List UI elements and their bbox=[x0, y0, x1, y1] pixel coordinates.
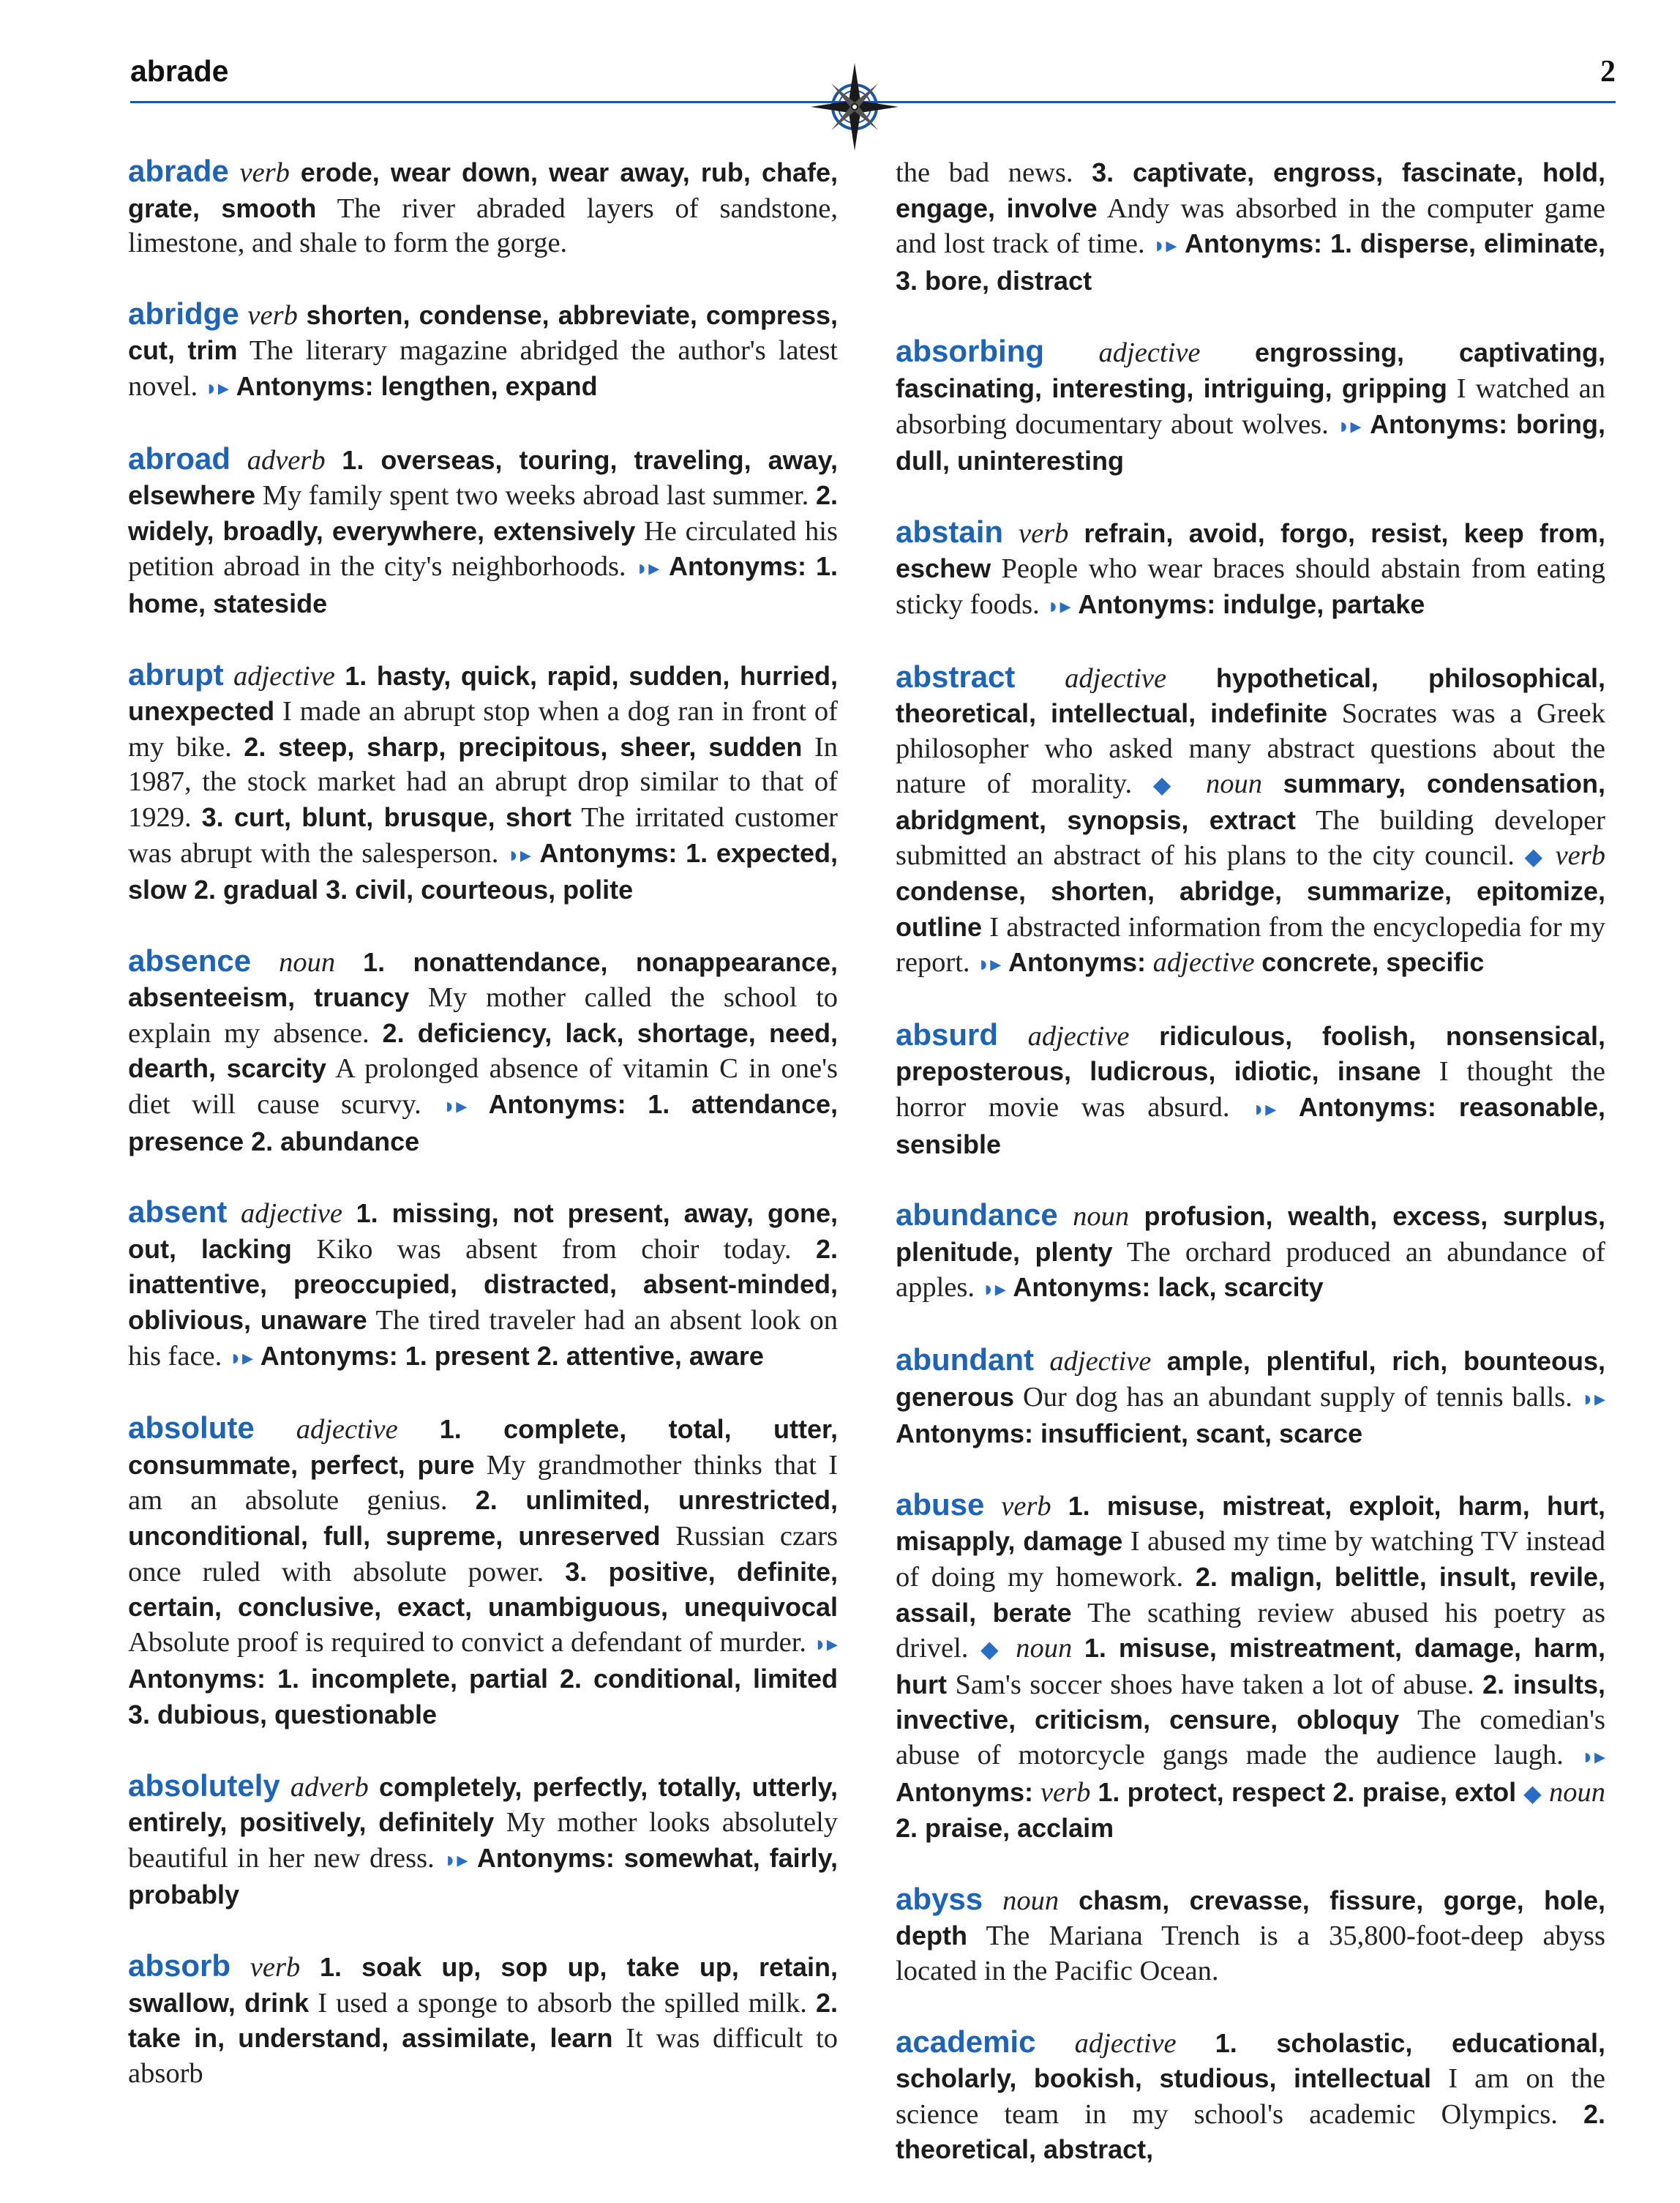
synonyms: refrain, avoid, forgo, resist, keep from, eschew bbox=[896, 517, 1606, 584]
example-sentence: Kiko was absent from choir today. bbox=[316, 1233, 792, 1265]
antonyms: Antonyms: lack, scarcity bbox=[1013, 1272, 1324, 1303]
headword: abrade bbox=[128, 154, 229, 188]
headword: absolutely bbox=[128, 1768, 280, 1803]
synonyms: 3. positive, definite, certain, conclusive, exact, unambiguous, unequivocal bbox=[128, 1556, 839, 1623]
part-of-speech: verb bbox=[247, 299, 298, 331]
synonyms: 3. captivate, engross, fascinate, hold, engage, involve bbox=[896, 157, 1606, 223]
headword: abstract bbox=[896, 659, 1016, 694]
example-sentence: Absolute proof is required to convict a defendant of murder. bbox=[128, 1626, 807, 1658]
example-sentence: I thought the horror movie was absurd. bbox=[896, 1056, 1605, 1123]
part-of-speech: noun bbox=[279, 946, 336, 978]
headword: academic bbox=[896, 2024, 1036, 2059]
headword: absolute bbox=[128, 1410, 255, 1445]
dictionary-entry bbox=[128, 1194, 838, 1375]
synonyms: summary, condensation, abridgment, synopsis, extract bbox=[896, 768, 1606, 835]
dictionary-entry bbox=[128, 441, 838, 622]
part-of-speech: verb bbox=[239, 157, 290, 188]
example-sentence: My mother called the school to explain my absence. bbox=[128, 982, 839, 1049]
example-sentence: Socrates was a Greek philosopher who asked many abstract questions about the nature of morality. bbox=[896, 698, 1605, 800]
sense-separator-icon: ◆ bbox=[1523, 1779, 1542, 1806]
guide-word: abrade bbox=[130, 54, 229, 88]
example-sentence: the bad news. bbox=[896, 157, 1073, 188]
synonyms: completely, perfectly, totally, utterly, entirely, positively, definitely bbox=[128, 1771, 839, 1838]
synonyms: 2. insults, invective, criticism, censure, obloquy bbox=[896, 1669, 1606, 1735]
example-sentence: It was difficult to absorb bbox=[128, 2023, 838, 2089]
compass-rose-icon bbox=[808, 60, 901, 154]
part-of-speech: verb bbox=[1001, 1490, 1051, 1522]
antonym-arrow-icon: ◗▸ bbox=[1252, 1097, 1277, 1122]
antonym-arrow-icon: ◗▸ bbox=[1046, 594, 1071, 618]
antonyms: Antonyms: 1. expected, slow 2. gradual 3. civil, courteous, polite bbox=[128, 837, 838, 905]
antonym-arrow-icon: ◗▸ bbox=[443, 1094, 468, 1119]
part-of-speech: adjective bbox=[1027, 1020, 1130, 1052]
synonyms: engrossing, captivating, fascinating, interesting, intriguing, gripping bbox=[896, 337, 1606, 403]
antonym-arrow-icon: ◗▸ bbox=[1152, 233, 1177, 258]
example-sentence: Andy was absorbed in the computer game and lost track of time. bbox=[896, 192, 1605, 260]
antonyms: Antonyms: 1. attendance, presence 2. abundance bbox=[128, 1089, 838, 1156]
synonyms: 2. deficiency, lack, shortage, need, dearth, scarcity bbox=[128, 1017, 839, 1084]
headword: abuse bbox=[896, 1486, 985, 1522]
headword: absorbing bbox=[896, 334, 1045, 369]
part-of-speech: adjective bbox=[241, 1198, 342, 1230]
example-sentence: I used a sponge to absorb the spilled milk. bbox=[318, 1987, 807, 2019]
synonyms: 1. complete, total, utter, consummate, perfect, pure bbox=[128, 1414, 839, 1480]
part-of-speech: verb bbox=[1040, 1776, 1091, 1808]
synonyms: condense, shorten, abridge, summarize, epitomize, outline bbox=[896, 876, 1605, 942]
synonyms: 2. unlimited, unrestricted, unconditional, full, supreme, unreserved bbox=[128, 1485, 838, 1551]
example-sentence: I abstracted information from the encyclopedia for my report. bbox=[896, 911, 1605, 979]
synonyms: erode, wear down, wear away, rub, chafe, grate, smooth bbox=[128, 157, 839, 223]
example-sentence: In 1987, the stock market had an abrupt drop similar to that of 1929. bbox=[128, 731, 839, 833]
example-sentence: I abused my time by watching TV instead of doing my homework. bbox=[896, 1526, 1605, 1593]
synonyms: 2. inattentive, preoccupied, distracted, absent-minded, oblivious, unaware bbox=[128, 1233, 839, 1336]
synonyms: 1. hasty, quick, rapid, sudden, hurried, unexpected bbox=[128, 660, 838, 727]
part-of-speech: noun bbox=[1205, 768, 1262, 800]
example-sentence: The building developer submitted an abstract of his plans to the city council. bbox=[896, 804, 1605, 871]
antonym-arrow-icon: ◗▸ bbox=[813, 1631, 838, 1656]
example-sentence: My mother looks absolutely beautiful in her new dress. bbox=[128, 1807, 839, 1874]
synonyms: 1. scholastic, educational, scholarly, bookish, studious, intellectual bbox=[896, 2027, 1606, 2094]
headword: absence bbox=[128, 943, 252, 978]
sense-separator-icon: ◆ bbox=[980, 1636, 1004, 1663]
synonyms: chasm, crevasse, fissure, gorge, hole, depth bbox=[896, 1885, 1605, 1951]
headword: abyss bbox=[896, 1881, 983, 1916]
example-sentence: The orchard produced an abundance of apples. bbox=[896, 1236, 1606, 1304]
dictionary-entry bbox=[896, 334, 1605, 479]
part-of-speech: adjective bbox=[233, 660, 335, 692]
part-of-speech: adjective bbox=[1074, 2027, 1177, 2059]
part-of-speech: adjective bbox=[1049, 1346, 1152, 1377]
antonym-arrow-icon: ◗▸ bbox=[977, 952, 1002, 977]
example-sentence: He circulated his petition abroad in the city's neighborhoods. bbox=[128, 515, 838, 583]
synonyms: 1. misuse, mistreatment, damage, harm, hurt bbox=[896, 1633, 1606, 1699]
synonyms: 1. soak up, sop up, take up, retain, swallow, drink bbox=[128, 1951, 839, 2018]
antonyms: Antonyms: insufficient, scant, scarce bbox=[896, 1418, 1363, 1449]
dictionary-entry bbox=[896, 155, 1605, 299]
dictionary-entry bbox=[896, 1487, 1605, 1847]
headword: abrupt bbox=[128, 657, 224, 692]
antonym-arrow-icon: ◗▸ bbox=[635, 556, 660, 581]
antonym-arrow-icon: ◗▸ bbox=[204, 375, 229, 400]
part-of-speech: noun bbox=[1016, 1633, 1073, 1664]
antonyms: Antonyms: bbox=[1008, 947, 1146, 978]
part-of-speech: verb bbox=[250, 1951, 301, 1983]
part-of-speech: adjective bbox=[1065, 662, 1167, 694]
example-sentence: The comedian's abuse of motorcycle gangs made the audience laugh. bbox=[896, 1705, 1605, 1770]
headword: abundance bbox=[896, 1197, 1058, 1233]
headword: abroad bbox=[128, 441, 231, 476]
sense-separator-icon: ◆ bbox=[1152, 771, 1185, 798]
dictionary-entry bbox=[128, 657, 838, 908]
antonym-arrow-icon: ◗▸ bbox=[228, 1345, 254, 1370]
part-of-speech: noun bbox=[1073, 1201, 1130, 1233]
antonyms: Antonyms: reasonable, sensible bbox=[896, 1092, 1605, 1159]
part-of-speech: noun bbox=[1549, 1776, 1606, 1808]
dictionary-entry bbox=[128, 154, 838, 261]
dictionary-entry bbox=[896, 1882, 1605, 1989]
antonyms: Antonyms: 1. present 2. attentive, aware bbox=[260, 1340, 764, 1371]
dictionary-entry bbox=[896, 1017, 1605, 1162]
example-sentence: Russian czars once ruled with absolute power. bbox=[128, 1521, 838, 1587]
antonym-arrow-icon: ◗▸ bbox=[981, 1277, 1006, 1302]
example-sentence: My grandmother thinks that I am an absolute genius. bbox=[128, 1449, 839, 1516]
part-of-speech: adjective bbox=[296, 1414, 398, 1445]
antonyms: Antonyms: boring, dull, uninteresting bbox=[896, 408, 1606, 476]
dictionary-entry bbox=[128, 943, 838, 1160]
antonym-arrow-icon: ◗▸ bbox=[443, 1847, 468, 1872]
synonyms: 1. missing, not present, away, gone, out, lacking bbox=[128, 1198, 839, 1264]
example-sentence: Sam's soccer shoes have taken a lot of abuse. bbox=[955, 1669, 1474, 1700]
synonyms: 1. overseas, touring, traveling, away, elsewhere bbox=[128, 444, 839, 511]
example-sentence: The river abraded layers of sandstone, limestone, and shale to form the gorge. bbox=[128, 192, 838, 259]
antonyms: Antonyms: 1. incomplete, partial 2. conditional, limited 3. dubious, questionable bbox=[128, 1664, 838, 1729]
synonyms: 1. protect, respect 2. praise, extol bbox=[1098, 1776, 1517, 1807]
headword: absorb bbox=[128, 1948, 231, 1983]
part-of-speech: adverb bbox=[290, 1771, 369, 1803]
example-sentence: The irritated customer was abrupt with the salesperson. bbox=[128, 801, 838, 869]
headword: abridge bbox=[128, 296, 239, 331]
antonyms: Antonyms: 1. disperse, eliminate, 3. bore, distract bbox=[896, 228, 1606, 296]
headword: absent bbox=[128, 1194, 228, 1230]
example-sentence: I made an abrupt stop when a dog ran in front of my bike. bbox=[128, 696, 839, 763]
synonyms: 2. steep, sharp, precipitous, sheer, sudden bbox=[244, 731, 803, 762]
part-of-speech: adjective bbox=[1152, 947, 1255, 979]
antonyms: Antonyms: indulge, partake bbox=[1078, 588, 1425, 619]
example-sentence: The Mariana Trench is a 35,800-foot-deep abyss located in the Pacific Ocean. bbox=[896, 1920, 1605, 1986]
part-of-speech: adjective bbox=[1098, 337, 1201, 369]
synonyms: 2. take in, understand, assimilate, learn bbox=[128, 1987, 838, 2054]
synonyms: 2. theoretical, abstract, bbox=[896, 2098, 1606, 2165]
example-sentence: I watched an absorbing documentary about wolves. bbox=[896, 373, 1605, 440]
example-sentence: People who wear braces should abstain from eating sticky foods. bbox=[896, 553, 1605, 620]
part-of-speech: adverb bbox=[247, 444, 326, 476]
headword: abundant bbox=[896, 1342, 1034, 1377]
example-sentence: The literary magazine abridged the author's latest novel. bbox=[128, 335, 839, 402]
dictionary-entry bbox=[128, 1768, 838, 1913]
synonyms: 1. nonattendance, nonappearance, absenteeism, truancy bbox=[128, 946, 838, 1013]
right-column bbox=[896, 155, 1605, 2203]
dictionary-entry bbox=[128, 1948, 838, 2091]
sense-separator-icon: ◆ bbox=[1524, 842, 1546, 869]
synonyms: 3. curt, blunt, brusque, short bbox=[201, 801, 571, 832]
dictionary-entry bbox=[896, 659, 1605, 982]
headword: absurd bbox=[896, 1017, 999, 1052]
dictionary-entry bbox=[896, 1197, 1605, 1307]
antonyms: Antonyms: 1. home, stateside bbox=[128, 551, 839, 618]
example-sentence: I am on the science team in my school's academic Olympics. bbox=[896, 2063, 1606, 2130]
synonyms: 2. widely, broadly, everywhere, extensively bbox=[128, 480, 838, 546]
synonyms: hypothetical, philosophical, theoretical, intellectual, indefinite bbox=[896, 662, 1606, 729]
part-of-speech: noun bbox=[1002, 1885, 1060, 1916]
synonyms: 1. misuse, mistreat, exploit, harm, hurt, misapply, damage bbox=[896, 1490, 1605, 1557]
example-sentence: The tired traveler had an absent look on his face. bbox=[128, 1305, 839, 1372]
dictionary-entry bbox=[128, 1410, 838, 1732]
antonyms: Antonyms: lengthen, expand bbox=[236, 370, 598, 401]
headword: abstain bbox=[896, 514, 1004, 549]
example-sentence: A prolonged absence of vitamin C in one's diet will cause scurvy. bbox=[128, 1053, 838, 1121]
antonyms: Antonyms: bbox=[896, 1776, 1033, 1807]
left-column bbox=[128, 154, 838, 2126]
example-sentence: The scathing review abused his poetry as drivel. bbox=[896, 1597, 1606, 1664]
synonyms: 2. malign, belittle, insult, revile, assail, berate bbox=[896, 1562, 1606, 1628]
antonym-arrow-icon: ◗▸ bbox=[506, 842, 531, 867]
antonym-arrow-icon: ◗▸ bbox=[1337, 414, 1362, 438]
part-of-speech: verb bbox=[1018, 517, 1069, 549]
synonyms: ridiculous, foolish, nonsensical, preposterous, ludicrous, idiotic, insane bbox=[896, 1020, 1605, 1087]
example-sentence: Our dog has an abundant supply of tennis balls. bbox=[1022, 1381, 1572, 1413]
page-number: 2 bbox=[1600, 55, 1616, 89]
dictionary-entry bbox=[896, 1342, 1605, 1452]
antonyms: Antonyms: somewhat, fairly, probably bbox=[128, 1842, 839, 1910]
dictionary-entry bbox=[896, 515, 1605, 624]
synonyms: 2. praise, acclaim bbox=[896, 1813, 1114, 1844]
dictionary-entry bbox=[128, 296, 838, 406]
example-sentence: My family spent two weeks abroad last summer. bbox=[262, 480, 809, 512]
synonyms: concrete, specific bbox=[1261, 947, 1485, 978]
synonyms: shorten, condense, abbreviate, compress, cut, trim bbox=[128, 299, 839, 366]
synonyms: profusion, wealth, excess, surplus, plenitude, plenty bbox=[896, 1201, 1606, 1267]
part-of-speech: verb bbox=[1555, 839, 1605, 871]
antonym-arrow-icon: ◗▸ bbox=[1580, 1386, 1606, 1411]
synonyms: ample, plentiful, rich, bounteous, generous bbox=[896, 1346, 1606, 1412]
antonym-arrow-icon: ◗▸ bbox=[1580, 1744, 1606, 1769]
dictionary-entry bbox=[896, 2024, 1605, 2168]
